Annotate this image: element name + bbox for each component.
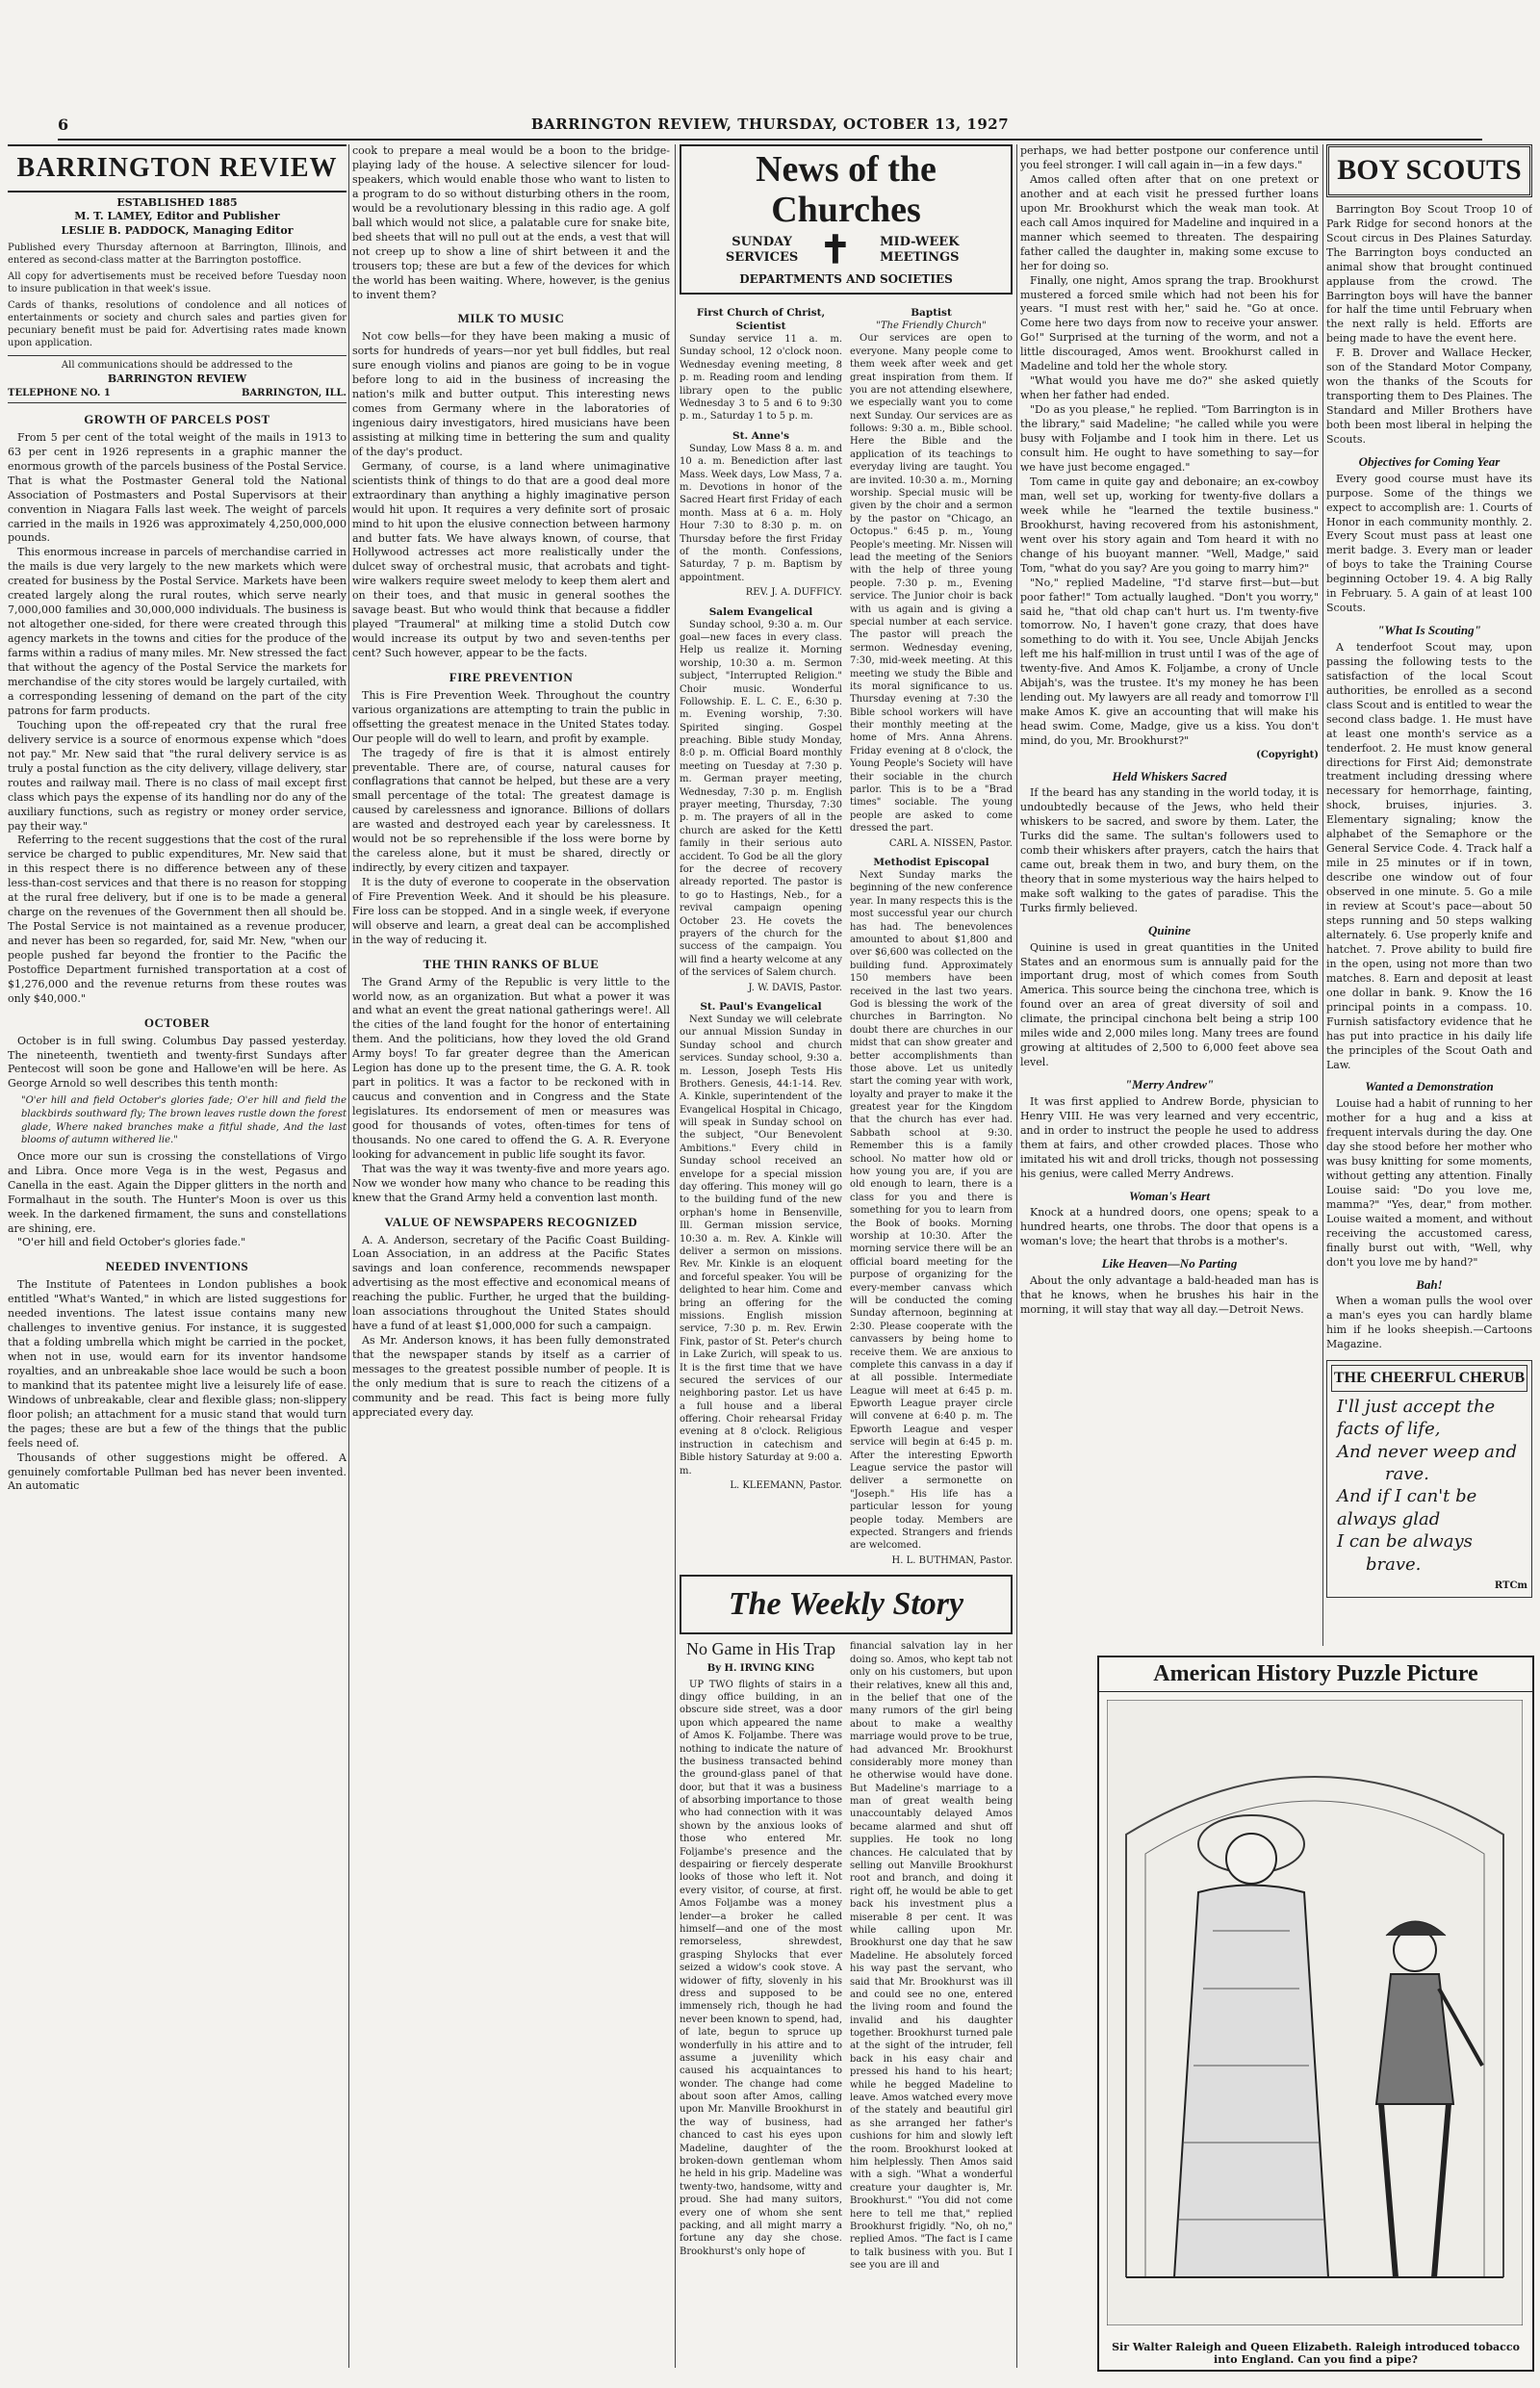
fire-paragraph: It is the duty of everone to cooperate in the observation of Fire Prevention Week. And it should be his pleasure. Fire loss can be stopped. And in a single week, if everyone will observe and learn, a great deal can be accomplished in the way of reducing it. [352,876,670,946]
column-rule [1016,144,1017,2368]
story-continued: "No," replied Madeline, "I'd starve first—but—but poor father!" Tom actually laughed. "Don't you worry," said he, "that old chap can't hurt us. I'm twenty-five tomorrow. No, I haven't gone crazy, that does have something to do with it. You see, Uncle Abijah Jencks left me his half-million in trust until I was of the age of twenty-five. And Amos K. Foljambe, a crony of Uncle Abijah's, was the trustee. It's my money he has been lending out. My lawyers are all ready and tomorrow I'll make Amos K. give an accounting that will make his head swim. Come, Madge, give us a kiss. You don't mind, do you, Mr. Brookhurst?" [1020,576,1319,748]
milk-heading: MILK TO MUSIC [457,311,565,326]
story-paragraph: financial salvation lay in her doing so. Amos, who kept tab not only on his customers, but upon their relatives, knew all this and, in the belief that one of the many rumors of the girl being about to make a wealthy marriage would prove to be true, had advanced Mr. Brookhurst considerably more money than he otherwise would have done. But Madeline's marriage to a man of great wealth being unaccountably delayed Amos became alarmed and shut off supplies. He took no long chances. He calculated that by selling out Manville Brookhurst root and branch, and doing it right off, he would be able to get back his investment plus a miserable 8 per cent. It was while calling upon Mr. Brookhurst one day that he saw Madeline. He absolutely forced his way past the servant, who said that Mr. Brookhurst was ill and could see no one, entered the living room and found the invalid and his daughter together. Brookhurst turned pale at the sight of the intruder, fell back in his easy chair and pressed his hand to his heart; while he begged Madeline to leave. Amos watched every move of the stately and beautiful girl as she arranged her father's cushions for him and slowly left the room. Brookhurst looked at him helplessly. Then Amos said with a sigh. "What a wonderful creature your daughter is, Mr. Brookhurst." "You did not come here to tell me that," replied Brookhurst frigidly. "No, oh no," replied Amos. "The fact is I came to talk business with you. But I see you are ill and [850,1641,1013,2272]
fire-paragraph: This is Fire Prevention Week. Throughout the country various organizations are attempting to train the public in offsetting the greatest menace in the United States today. Our people will do well to learn, and profit by example. [352,688,670,745]
inventions-continued: cook to prepare a meal would be a boon to the bridge-playing lady of the house. A selective silencer for loud-speakers, which would enable those who want to listen to a program to do so without disturbing others in the room, would be a revolutionary blessing in this radio age. A golf ball which would not slice, a palatable cure for snake bite, bed sheets that will no pull out at the ends, a vest that will not creep up to show a line of shirt between it and the trousers top; these are but a few of the devices for which the world has been waiting. Where, however, is the genius to invent them? [352,144,670,301]
bah-heading: Bah! [1416,1276,1443,1292]
october-paragraph: October is in full swing. Columbus Day passed yesterday. The nineteenth, twentieth and twenty-first Sundays after Pentecost will soon be gone and Hallowe'en will be here. As George Arnold so well describes this tenth month: [8,1034,346,1091]
church-name: St. Paul's Evangelical [700,1000,822,1013]
inventions-heading: NEEDED INVENTIONS [105,1259,249,1274]
copyright-note: (Copyright) [1256,750,1319,761]
column-rule [675,144,676,2368]
managing-editor-line: LESLIE B. PADDOCK, Managing Editor [61,223,294,237]
fire-paragraph: The tragedy of fire is that it is almost entirely preventable. There are, of course, natural causes for conflagrations that cannot be helped, but these are a very small percentage of the total: The greatest damage is caused by carelessness and ignorance. Billions of dollars are wasted and destroyed each year by carelessness. It would not be so reprehensible if the loss were borne by the careless alone, but it must be shared, directly or indirectly, by every citizen and taxpayer. [352,746,670,875]
church-motto: "The Friendly Church" [876,320,987,331]
column-1 [8,144,346,2368]
cherub-signature: RTCm [1494,1579,1527,1591]
column-2 [352,144,670,2368]
merry-andrew-heading: "Merry Andrew" [1124,1077,1215,1092]
cherub-title: THE CHEERFUL CHERUB [1331,1365,1527,1392]
objectives-paragraph: Every good course must have its purpose. Some of the things we expect to accomplish are: 1. Courts of Honor in each community monthly. 2. Every Scout must pass at least one merit badge. 3. Every man or leader of boys to take the Training Course beginning October 19. 4. A big Rally in February. 5. A gain of at least 100 Scouts. [1326,472,1532,615]
parcels-paragraph: Touching upon the off-repeated cry that the rural free delivery service is a source of enormous expense which "does not pay." Mr. New said that "the rural delivery service is as truly a postal function as the city delivery, village delivery, star routes and railway mail. There is no class of mail except first class which pays the expense of its handling nor do any of the auxiliary functions, such as registry or money order service, pay their way." [8,718,346,833]
newspapers-paragraph: A. A. Anderson, secretary of the Pacific Coast Building-Loan Association, in an address at the Pacific States savings and loan conference, recommends newspaper advertising as the most effective and economical means of reaching the public. Further, he urged that the building-loan associations throughout the United States should have a fund of at least $1,000,000 for such a campaign. [352,1233,670,1333]
october-poem: "O'er hill and field October's glories fade; O'er hill and field the blackbirds southward fly; The brown leaves rustle down the forest glade, Where naked branches make a fitful shade, And the last blooms of autumn withered lie." [21,1095,346,1146]
communications-note: All communications should be addressed to the [61,359,294,371]
demonstration-heading: Wanted a Demonstration [1365,1079,1494,1094]
editor-line: M. T. LAMEY, Editor and Publisher [74,210,280,223]
heaven-paragraph: About the only advantage a bald-headed man has is that he knows, when he brushes his hair in the morning, it will stay that way all day.—Detroit News. [1020,1273,1319,1316]
milk-paragraph: Germany, of course, is a land where unimaginative scientists think of things to do that are a good deal more extraordinary than anything a highly imaginative person would hit upon. It requires a very definite sort of prosaic mind to hit upon the elusive connection between harmony and butter fats. We have always known, of course, that Hollywood actresses act more realistically under the dulcet sway of orchestral music, that acrobats and tight-wire walkers require sweet melody to keep them alert and on their toes, and that music in general soothes the savage beast. But who would think that because a fiddler played "Traumeral" at milking time a stolid Dutch cow would increase its output by two and seven-tenths per cent? Such however, appear to be the facts. [352,459,670,660]
story-continued: "What would you have me do?" she asked quietly when her father had ended. [1020,374,1319,402]
whiskers-heading: Held Whiskers Sacred [1112,768,1227,783]
church-listings [680,300,1013,1567]
churches-title: News of the Churches [756,149,937,230]
story-byline: By H. IRVING KING [706,1663,815,1675]
story-title: No Game in His Trap [685,1639,835,1659]
address-block [8,355,346,387]
demonstration-paragraph: Louise had a habit of running to her mother for a hug and a kiss at frequent intervals during the day. One day she stood before her mother who was busy knitting for some moments, without getting any attention. Finally Louise said: "Do you love me, mamma?" "Yes, dear," from mother. Louise waited a moment, and without receiving the accustomed caress, finally burst out with, "Well, why don't you love me by hand?" [1326,1097,1532,1269]
quinine-heading: Quinine [1147,922,1192,937]
copy-note: All copy for advertisements must be received before Tuesday noon to insure publication in that week's issue. [8,270,346,295]
october-heading: OCTOBER [143,1014,211,1030]
column-3 [680,144,1013,2368]
scouts-paragraph: F. B. Drover and Wallace Hecker, son of the Standard Motor Company, won the thanks of the Scouts for transporting them to Des Plaines. The Standard and Miller Brothers have both been most liberal in helping the Scouts. [1326,347,1532,447]
page-number: 6 [58,116,69,134]
inventions-paragraph: The Institute of Patentees in London publishes a book entitled "What's Wanted," in which are listed suggestions for needed inventions. The latest issue contains many new challenges to inventive genius. For instance, it is suggested that a folding umbrella which might be carried in the pocket, when not in use, would earn for its inventor handsome royalties, and an unbreakable shoe lace would be such a boon to mankind that its patentee might live a leisurely life of ease. Windows of unbreakable, clear and flexible glass; non-slippery floor polish; an attachment for a music stand that would turn the pages; these are but a few of the things that the public feels need of. [8,1278,346,1450]
running-head [58,114,1482,141]
church-pastor: J. W. DAVIS, Pastor. [748,982,842,993]
boy-scouts-header: BOY SCOUTS [1326,144,1532,197]
church-notice: Our services are open to everyone. Many people come to them week after week and get great inspiration from them. If you are not attending elsewhere, we especially want you to come next Sunday. Our services are as follows: 9:30 a. m., Bible school. Here the Bible and the application of its teachings to everyday living are taught. You are invited. 10:30 a. m., Morning worship. Special music will be given by the choir and a sermon by the pastor on "Chicago, an Octopus." 6:45 p. m., Young People's meeting. Mr. Nissen will lead the meeting of the Seniors with the help of three young people. 7:30 p. m., Evening service. The Junior choir is back with us again and is giving a special number at each service. The pastor will preach the sermon. Wednesday evening, 7:30, mid-week meeting. At this meeting we study the Bible and its moral significance to us. Thursday evening at 7:30 the Bible school workers will have their monthly meeting at the home of Mrs. Anna Ahrens. Friday evening at 8 o'clock, the Young People's Society will have their sociable in the church parlor. This is to be a "Brad times" sociable. The young people are asked to come dressed the part. [850,333,1013,835]
scouting-heading: "What Is Scouting" [1377,623,1481,638]
established: ESTABLISHED 1885 [116,196,238,210]
bah-paragraph: When a woman pulls the wool over a man's eyes you can hardly blame him if he looks sheepish.—Cartoons Magazine. [1326,1295,1532,1351]
column-5 [1326,144,1532,1646]
merry-andrew-paragraph: It was first applied to Andrew Borde, physician to Henry VIII. He was very learned and very eccentric, and in order to instruct the people he used to address them at fairs, and other crowded places. Those who imitated his wit and droll tricks, though not possessing his genius, were called Merry Andrews. [1020,1094,1319,1180]
objectives-heading: Objectives for Coming Year [1358,454,1501,469]
weekly-story [680,1640,1013,2272]
telephone-row [8,387,346,404]
running-head-title: BARRINGTON REVIEW, THURSDAY, OCTOBER 13, 1927 [530,116,1010,133]
church-pastor: L. KLEEMANN, Pastor. [730,1480,842,1492]
departments-label: DEPARTMENTS AND SOCIETIES [739,271,953,286]
parcels-paragraph: This enormous increase in parcels of merchandise carried in the mails is due very largely to the new markets which were created for business by the Postal Service. Markets have been created largely along the rural routes, which serve nearly 7,000,000 families and 30,000,000 individuals. The business is not altogether one-sided, for there were created through this agency markets in the towns and cities for the produce of the farms within a radius of many miles. Mr. New stressed the fact that without the agency of the Postal Service the markets for merchandise of the city stores would be largely curtailed, with a corresponding lessening of demand on the part of the city patrons for farm products. [8,546,346,717]
church-name: Methodist Episcopal [873,856,989,868]
story-continued: Tom came in quite gay and debonaire; an ex-cowboy man, well set up, working for twenty-five dollars a week while he "learned the textile business." Brookhurst, having recovered from his astonishment, went over his story again and Tom heard it with no change of his buoyant manner. "Well, Madge," said Tom, "what do you say? Are you going to marry him?" [1020,475,1319,575]
puzzle-title: American History Puzzle Picture [1099,1657,1532,1692]
womans-heart-paragraph: Knock at a hundred doors, one opens; speak to a hundred hearts, one throbs. The door that opens is a woman's love; the heart that throbs is a mother's. [1020,1206,1319,1248]
telephone: TELEPHONE NO. 1 [8,387,111,398]
column-rule [348,144,349,2368]
cross-icon: ✝ [819,226,852,272]
sunday-services-label: SUNDAY SERVICES [725,235,799,265]
inventions-paragraph: Thousands of other suggestions might be offered. A genuinely comfortable Pullman bed has never been invented. An automatic [8,1451,346,1493]
church-name: Baptist [911,306,952,319]
cheerful-cherub [1326,1360,1532,1597]
masthead-info [8,196,346,238]
church-pastor: REV. J. A. DUFFICY. [745,587,842,599]
parcels-paragraph: Referring to the recent suggestions that the cost of the rural service be charged to public expenditures, Mr. New said that in this respect there is no difference between any of these less-than-cost services and that there is no reason for stopping at the rural free delivery, but if one is to be made a general charge on the revenues of the Government then all should be. The Postal Service is not maintained as a revenue producer, and never has been so regarded, for, said Mr. New, "when our people pushed far beyond the frontier to the Pacific the Postoffice Department furnished transportation at a cost of $1,276,000 and the revenue returns from these routes was only $40,000." [8,834,346,1005]
town: BARRINGTON, ILL. [241,387,346,398]
cards-note: Cards of thanks, resolutions of condolence and all notices of entertainments or society and church sales and parties given for pecuniary benefit must be paid for. Advertising rates made known upon application. [8,299,346,348]
newspapers-heading: VALUE OF NEWSPAPERS RECOGNIZED [384,1214,638,1229]
masthead-title: BARRINGTON REVIEW [8,144,346,193]
heaven-heading: Like Heaven—No Parting [1101,1256,1238,1271]
quinine-paragraph: Quinine is used in great quantities in the United States and an enormous sum is annually paid for the important drug, most of which comes from South America. This source being the cinchona tree, which is found over an area of great diversity of soil and climate, the principal cinchona belt being a strip 100 miles wide and 2,000 miles long. Many trees are found growing at altitudes of 2,500 to 6,000 feet above sea level. [1020,940,1319,1069]
blue-paragraph: That was the way it was twenty-five and more years ago. Now we wonder how many who chance to be reading this knew that the Grand Army held a convention last month. [352,1162,670,1204]
church-notice: Next Sunday we will celebrate our annual Mission Sunday in Sunday school and church services. Sunday school, 9:30 a. m. Lesson, Joseph Tests His Brothers. Genesis, 44:1-14. Rev. A. Kinkle, superintendent of the Evangelical Hospital in Chicago, will speak in Sunday school on the subject, "Our Benevolent Ambitions." Every child in Sunday school received an envelope for a special mission day offering. This money will go to the building fund of the new orphan's home in Bensenville, Ill. German mission service, 10:30 a. m. Rev. A. Kinkle will deliver a sermon on missions. Rev. Mr. Kinkle is an eloquent and forceful speaker. You will be delighted to hear him. Come and bring an offering for the missions. English mission service, 7:30 p. m. Rev. Erwin Fink, pastor of St. Peter's church in Lake Zurich, will speak to us. It is the first time that we have secured the services of our neighboring pastor. Let us have a full house and a liberal offering. Choir rehearsal Friday evening at 8 o'clock. Religious instruction in catechism and Bible history Saturday at 9:00 a. m. [680,1014,842,1476]
church-notice: Next Sunday marks the beginning of the new conference year. In many respects this is the most successful year our church has had. The benevolences amounted to about $1,800 and over $6,600 was collected on the building fund. Approximately 150 members have been received in the last two years. God is blessing the work of the churches in Barrington. No doubt there are churches in our midst that can show greater and better accomplishments than those above. Let us unitedly start the coming year with work, loyalty and prayer to make it the greatest year for the Kingdom that the church has ever had. Sabbath school at 9:30. Remember this is a family school. No matter how old or how young you are, if you are old enough to learn, there is a class for you and there is something for you to learn from the Book of books. Morning worship at 10:30. After the morning service there will be an official board meeting for the purpose of organizing for the every-member canvass which will be conducted the coming Sunday afternoon, beginning at 2:30. Please cooperate with the canvassers by being home to receive them. We are anxious to complete this canvass in a day if at all possible. Intermediate League will meet at 6:45 p. m. Epworth League prayer circle will convene at 6:40 p. m. The Epworth League and vesper service will begin at 6:45 p. m. After the interesting Epworth League service the pastor will deliver a sermonette on "Joseph." His life has a particular lesson for young people today. Members are expected. Strangers and friends are welcomed. [850,870,1013,1552]
churches-header [680,144,1013,295]
story-continued: perhaps, we had better postpone our conference until you feel stronger. I will call again in—in a few days." [1020,144,1319,171]
october-paragraph: "O'er hill and field October's glories fade." [17,1236,246,1249]
church-notice: Sunday school, 9:30 a. m. Our goal—new faces in every class. Help us realize it. Morning worship, 10:30 a. m. Sermon subject, "Interrupted Religion." Choir music. Wonderful Followship. E. L. C. E., 6:30 p. m. Evening worship, 7:30. Spirited singing. Gospel preaching. Bible study Monday, 8:0 p. m. Official Board monthly meeting on Tuesday at 7:30 p. m. German prayer meeting, Wednesday, 7:30 p. m. English prayer meeting, Thursday, 7:30 p. m. The prayers of all in the church are asked for the Kettl family in their serious auto accident. To God be all the glory for the decree of recovery already reported. The pastor is to go to Hastings, Neb., for a revival campaign opening October 23. He covets the prayers of the church for the success of the campaign. You will find a hearty welcome at any of the services of Salem church. [680,619,842,979]
womans-heart-heading: Woman's Heart [1129,1188,1210,1203]
church-name: St. Anne's [732,429,789,442]
cherub-poem: I'll just accept the facts of life, And never weep and rave. And if I can't be always glad I can be always brave. [1337,1396,1518,1575]
church-pastor: H. L. BUTHMAN, Pastor. [891,1554,1013,1566]
church-notice: Sunday, Low Mass 8 a. m. and 10 a. m. Benediction after last Mass. Week days, Low Mass, 7 a. m. Devotions in honor of the Sacred Heart first Friday of each month. Mass at 6 a. m. Holy Hour 7:30 to 8:30 p. m. on Thursday before the first Friday of the month. Confessions, Saturday, 7 p. m. Baptism by appointment. [680,443,842,583]
church-name: First Church of Christ, Scientist [696,306,826,332]
whiskers-paragraph: If the beard has any standing in the world today, it is undoubtedly because of the Jews, who held their whiskers to be sacred, and swore by them. Later, the Turks did the same. The sultan's followers used to comb their whiskers after prayers, catch the hairs that came out, break them in two, and bury them, on the theory that in some mysterious way the hairs helped to make soft walking to the gates of paradise. This the Turks firmly believed. [1020,786,1319,914]
column-rule [1322,144,1323,1646]
parcels-heading: GROWTH OF PARCELS POST [84,412,270,427]
fire-heading: FIRE PREVENTION [449,670,574,685]
scouting-paragraph: A tenderfoot Scout may, upon passing the following tests to the satisfaction of the local Scout authorities, be enrolled as a second class Scout and is entitled to wear the second class badge. 1. He must have at least one month's service as a tenderfoot. 2. He must know general directions for First Aid; demonstrate treatment including dressing where necessary for hemorrhage, fainting, shock, bruises, injuries. 3. Elementary signaling; know the alphabet of the Semaphore or the General Service Code. 4. Track half a mile in 25 minutes or if in town, describe one window out of four observed in one minute. 5. Go a mile in review at Scout's pace—about 50 steps running and 50 steps walking alternately. 6. Use properly knife and hatchet. 7. Prove ability to build fire in the open, using not more than two matches. 8. Earn and deposit at least one dollar in bank. 9. Know the 16 principal points in a compass. 10. Furnish satisfactory evidence that he has put into practice in his daily life the principles of the Scout Oath and Law. [1326,640,1532,1071]
milk-paragraph: Not cow bells—for they have been making a music of sorts for hundreds of years—nor yet bull fiddles, but real sure enough violins and pianos are going to be in vogue before long to aid in the business of increasing the nation's milk and butter output. This interesting news comes from Germany where in the laboratories of ingenious dairy investigators, hired musicians have been assisting at milking time in bettering the sum and quality of the day's product. [352,330,670,458]
church-pastor: CARL A. NISSEN, Pastor. [888,837,1013,849]
october-paragraph: Once more our sun is crossing the constellations of Virgo and Libra. Once more Vega is in the west, Pegasus and Canella in the east. Again the Dipper glitters in the north and Formalhaut in the south. The Hunter's Moon is over us this week. In the darkened firmament, the suns and constellations are shining, ere. [8,1149,346,1235]
address-name: BARRINGTON REVIEW [107,372,247,385]
scouts-paragraph: Barrington Boy Scout Troop 10 of Park Ridge for second honors at the Scout circus in Des Plaines Saturday. The Barrington boys conducted an animal show that brought continued applause from the crowd. The Barrington boys will have the banner for half the time until February when the next rally is held. Efforts are being made to have the event here. [1326,202,1532,346]
puzzle-caption: Sir Walter Raleigh and Queen Elizabeth. Raleigh introduced tobacco into England. Can you find a pipe? [1112,2341,1520,2366]
blue-heading: THE THIN RANKS OF BLUE [423,956,600,971]
parcels-paragraph: From 5 per cent of the total weight of the mails in 1913 to 63 per cent in 1926 represents in a graphic manner the enormous growth of the parcels business of the Postal Service. That is what the Postmaster General told the National Association of Postmasters and Postal Supervisors at their convention in Niagara Falls last week. The weight of parcels carried in the mails in 1926 was approximately 4,250,000,000 pounds. [8,430,346,545]
mid-week-label: MID-WEEK MEETINGS [880,235,960,265]
blue-paragraph: The Grand Army of the Republic is very little to the world now, as an organization. But what a power it was and what an event the great national gatherings were!. All the cities of the land fought for the honor of entertaining them. And the politicians, how they loved the old Grand Army boys! To far greater degree than the American Legion has done up to the present time, the G. A. R. took part in politics. It was a factor to be reckoned with in caucus and convention and in Congress and the State legislatures. Its endorsement of men or measures was good for thousands of votes, often-times for tens of thousands. No one cared to offend the G. A. R. Everyone looking for advancement in public life sought its favor. [352,975,670,1162]
weekly-story-header: The Weekly Story [680,1575,1013,1634]
newspapers-paragraph: As Mr. Anderson knows, it has been fully demonstrated that the newspaper stands by itself as a carrier of messages to the greatest possible number of people. It is the only medium that is sure to reach the citizens of a community and be read. This fact is being more fully appreciated every day. [352,1334,670,1419]
raleigh-elizabeth-illustration [1107,1700,1523,2325]
story-continued: "Do as you please," he replied. "Tom Barrington is in the library," said Madeline; "he called while you were busy with Foljambe and I took him in there. Let us consult him. He ought to have something to say—for we have just become engaged." [1020,403,1319,474]
story-paragraph: UP TWO flights of stairs in a dingy office building, in an obscure side street, was a door upon which appeared the name of Amos K. Foljambe. There was nothing to indicate the nature of the business transacted behind the ground-glass panel of that door, but that it was a business of absorbing importance to those who had connection with it was shown by the anxious looks of those who entered Mr. Foljambe's presence and the despairing or fiercely desperate looks of those who left it. Not every visitor, of course, at first. Amos Foljambe was a money lender—a broker he called himself—and one of the most remorseless, shrewdest, grasping Shylocks that ever seized a widow's cook stove. A widower of fifty, slovenly in his dress and supposed to be immensely rich, though he had never been known to spend, had, of late, begun to spruce up wonderfully in his attire and to assume a juvenility which caused his acquaintances to wonder. The change had come about soon after Amos, calling upon Mr. Manville Brookhurst in the way of business, had chanced to cast his eyes upon Madeline, daughter of the broken-down gentleman whom he held in his grip. Madeline was twenty-two, handsome, witty and proud. She had many suitors, every one of whom she sent packing, and all might marry a fortune any day she chose. Brookhurst's only hope of [680,1679,842,2257]
story-continued: Amos called often after that on one pretext or another and at each visit he pressed further loans upon Mr. Brookhurst which the weak man took. At each call Amos inquired for Madeline and inquired in a manner which seemed to threaten. The despairing father called the daughter in, making some excuse to her for doing so. [1020,172,1319,272]
church-notice: Sunday service 11 a. m. Sunday school, 12 o'clock noon. Wednesday evening meeting, 8 p. m. Reading room and lending library open to the public Wednesday 3 to 5 and 6 to 9:30 p. m., Saturday 1 to 5 p. m. [680,334,842,423]
published-note: Published every Thursday afternoon at Barrington, Illinois, and entered as second-class matter at the Barrington postoffice. [8,242,346,266]
church-name: Salem Evangelical [708,605,813,618]
history-puzzle-picture [1097,1656,1534,2372]
story-continued: Finally, one night, Amos sprang the trap. Brookhurst mustered a forced smile which had not been his for years. "I must rest with her," said he. "Go at once. Come here two days from now to receive your answer. Go!" Surprised at the turning of the worm, and not a little discouraged, Amos went. Brookhurst called in Madeline and told her the whole story. [1020,273,1319,373]
